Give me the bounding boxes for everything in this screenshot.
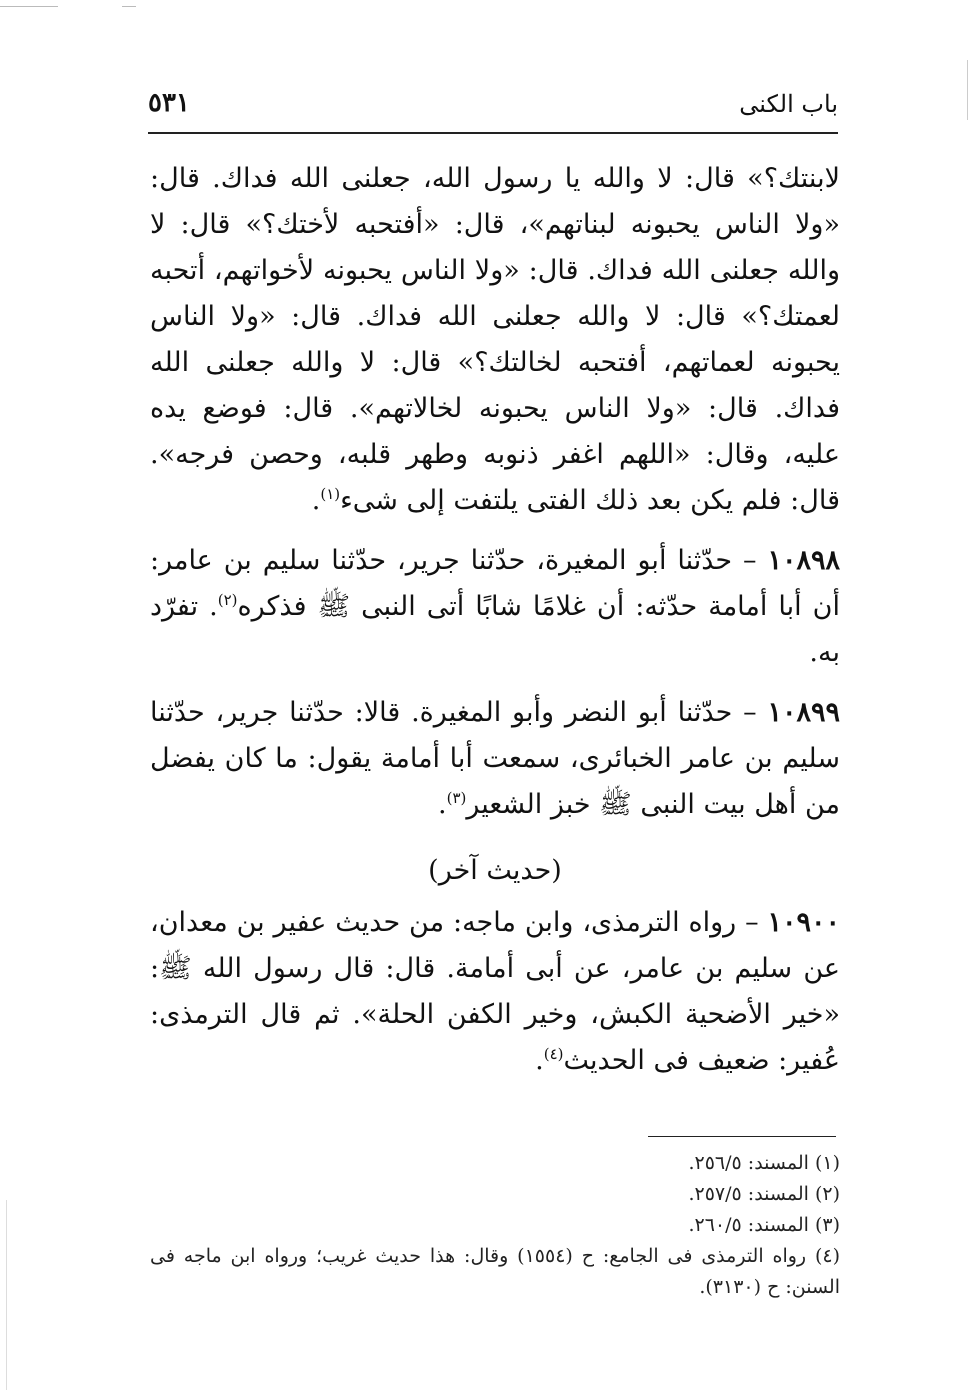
footnote: (١) المسند: ٢٥٦/٥.: [688, 1152, 840, 1174]
page-header: [148, 88, 838, 128]
hadith-entry: [150, 538, 840, 676]
header-divider: [148, 132, 838, 134]
period: .: [535, 1045, 544, 1076]
footnote-ref: (١): [320, 485, 341, 503]
footnote-ref: (٢): [217, 591, 238, 609]
page-edge: [6, 1200, 7, 1390]
period: .: [311, 485, 321, 516]
paragraph-tail: . تفرّد به.: [150, 591, 840, 668]
scan-artifact: [0, 6, 58, 7]
footnote: (٣) المسند: ٢٦٠/٥.: [688, 1214, 840, 1236]
period: .: [437, 789, 447, 820]
footnote: (٤) رواه الترمذى فى الجامع: ح (١٥٥٤) وقال: هذا حديث غريب؛ ورواه ابن ماجه فى السنن: ح (٣١٣٠).: [150, 1245, 841, 1298]
footnotes: [150, 1148, 840, 1303]
paragraph-text: – رواه الترمذى، وابن ماجه: من حديث عفير بن معدان، عن سليم بن عامر، عن أبى أمامة. قال: قال رسول الله ﷺ: «خير الأضحية الكبش، وخير الكفن الحلة». ثم قال الترمذى: عُفير: ضعيف فى الحديث: [150, 907, 840, 1076]
footnote: (٢) المسند: ٢٥٧/٥.: [688, 1183, 840, 1205]
footnote-ref: (٣): [446, 789, 467, 807]
paragraph-text: – حدّثنا أبو المغيرة، حدّثنا جرير، حدّثنا سليم بن عامر: أن أبا أمامة حدّثه: أن غلامًا شابًا أتى النبى ﷺ فذكره: [150, 545, 840, 622]
paragraph-text: لابنتك؟» قال: لا والله يا رسول الله، جعلنى الله فداك. قال: «ولا الناس يحبونه لبناتهم»، قال: «أفتحبه لأختك؟» قال: لا والله جعلنى الله فداك. قال: «ولا الناس يحبونه لأخواتهم، أتحبه لعمتك؟» قال: لا والله جعلنى الله فداك. قال: «ولا الناس يحبونه لعماتهم، أفتحبه لخالتك؟» قال: لا والله جعلنى الله فداك. قال: «ولا الناس يحبونه لخالاتهم». قال: فوضع يده عليه، وقال: «اللهم اغفر ذنوبه وطهر قلبه، وحصن فرجه». قال: فلم يكن بعد ذلك الفتى يلتفت إلى شىء: [150, 163, 840, 516]
footnote-ref: (٤): [543, 1045, 564, 1063]
footnote-divider: [648, 1136, 836, 1137]
hadith-number: ١٠٨٩٨: [767, 545, 840, 576]
paragraph-text: – حدّثنا أبو النضر وأبو المغيرة. قالا: حدّثنا جرير، حدّثنا سليم بن عامر الخبائرى، سمعت أبا أمامة يقول: ما كان يفضل من أهل بيت النبى ﷺ خبز الشعير: [150, 697, 840, 820]
page-edge: [967, 60, 968, 120]
page-number: ٥٣١: [148, 88, 190, 118]
hadith-number: ١٠٩٠٠: [767, 907, 840, 938]
hadith-entry: [150, 690, 840, 828]
paragraph-continuation: [150, 156, 840, 524]
chapter-title: باب الكنى: [739, 90, 838, 118]
hadith-number: ١٠٨٩٩: [767, 697, 840, 728]
main-text: [150, 156, 840, 1084]
hadith-entry: [150, 900, 840, 1084]
scan-artifact: [122, 6, 136, 7]
section-heading: (حديث آخر): [428, 855, 562, 886]
